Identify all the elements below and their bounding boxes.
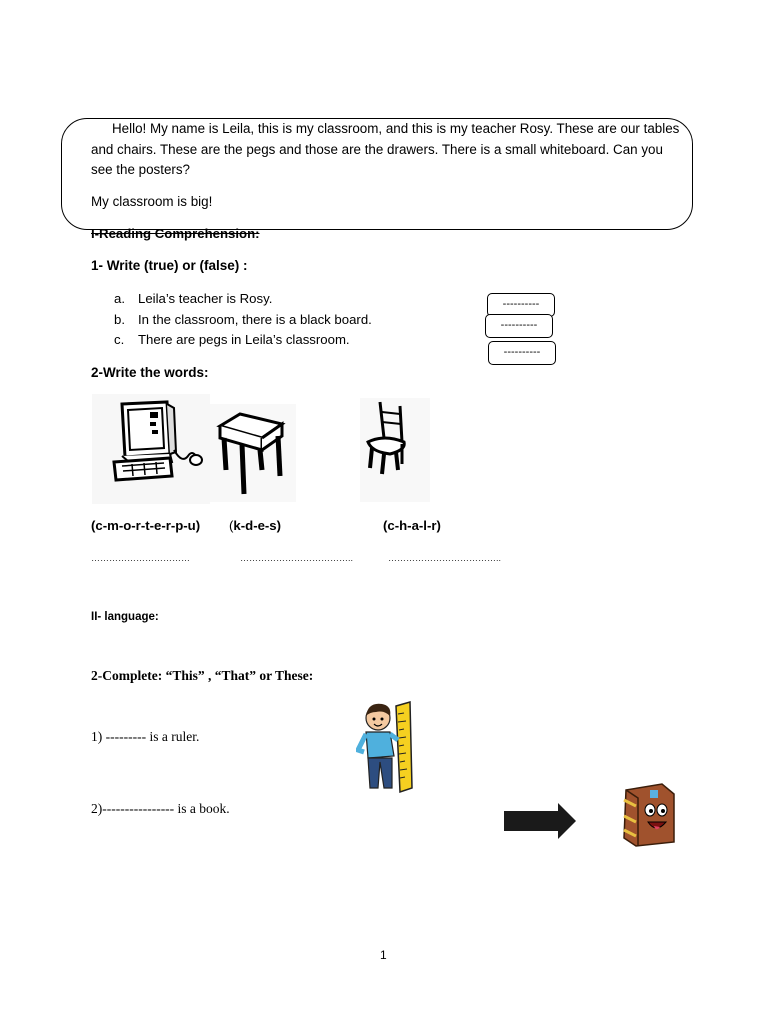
- scrambled-word-chair: (c-h-a-l-r): [383, 518, 441, 533]
- list-item: [114, 330, 372, 351]
- computer-icon: [92, 394, 210, 504]
- answer-box-b[interactable]: ----------: [485, 314, 553, 338]
- scrambled-word-computer: (c-m-o-r-t-e-r-p-u): [91, 518, 201, 533]
- answer-box-a[interactable]: ----------: [487, 293, 555, 317]
- question-write-words-title: 2-Write the words:: [91, 365, 209, 380]
- desk-icon: [210, 404, 296, 502]
- sentence-ruler: 1) --------- is a ruler.: [91, 729, 200, 744]
- passage-paragraph: Hello! My name is Leila, this is my classroom, and this is my teacher Rosy. These are our tables and chairs. These are the pegs and those are the drawers. There is a small whiteboard. Can you see the posters?: [91, 121, 680, 177]
- scrambled-word-desk: [229, 518, 281, 533]
- section-reading-heading: I-Reading Comprehension:: [91, 226, 260, 241]
- scrambled-word-desk-text: k-d-e-s): [233, 518, 282, 533]
- item-text: There are pegs in Leila’s classroom.: [138, 332, 350, 347]
- answer-line-chair[interactable]: ………………………………..: [388, 553, 502, 563]
- answer-box-c[interactable]: ----------: [488, 341, 556, 365]
- arrow-right-icon: [502, 801, 578, 841]
- list-item: [114, 310, 372, 331]
- item-marker: b.: [114, 311, 125, 327]
- item-text: In the classroom, there is a black board.: [138, 311, 372, 327]
- boy-with-ruler-icon: [356, 700, 418, 794]
- question-true-false-title: 1- Write (true) or (false) :: [91, 258, 248, 273]
- page-number: 1: [380, 948, 387, 962]
- answer-line-desk[interactable]: ………………………………..: [240, 553, 354, 563]
- section-language-heading: II- language:: [91, 611, 159, 623]
- passage-conclusion: My classroom is big!: [91, 193, 213, 209]
- chair-icon: [360, 398, 430, 502]
- true-false-list: [114, 289, 372, 351]
- list-item: [114, 289, 372, 310]
- book-character-icon: [618, 780, 678, 848]
- item-text: Leila’s teacher is Rosy.: [138, 291, 273, 306]
- sentence-book: 2)---------------- is a book.: [91, 801, 230, 816]
- item-marker: a.: [114, 291, 125, 306]
- question-complete-title: 2-Complete: “This” , “That” or These:: [91, 668, 314, 683]
- scrambled-word-desk-prefix: (: [229, 518, 234, 533]
- item-marker: c.: [114, 332, 125, 347]
- answer-line-computer[interactable]: ……………………………: [91, 553, 190, 563]
- passage-text: [91, 119, 681, 212]
